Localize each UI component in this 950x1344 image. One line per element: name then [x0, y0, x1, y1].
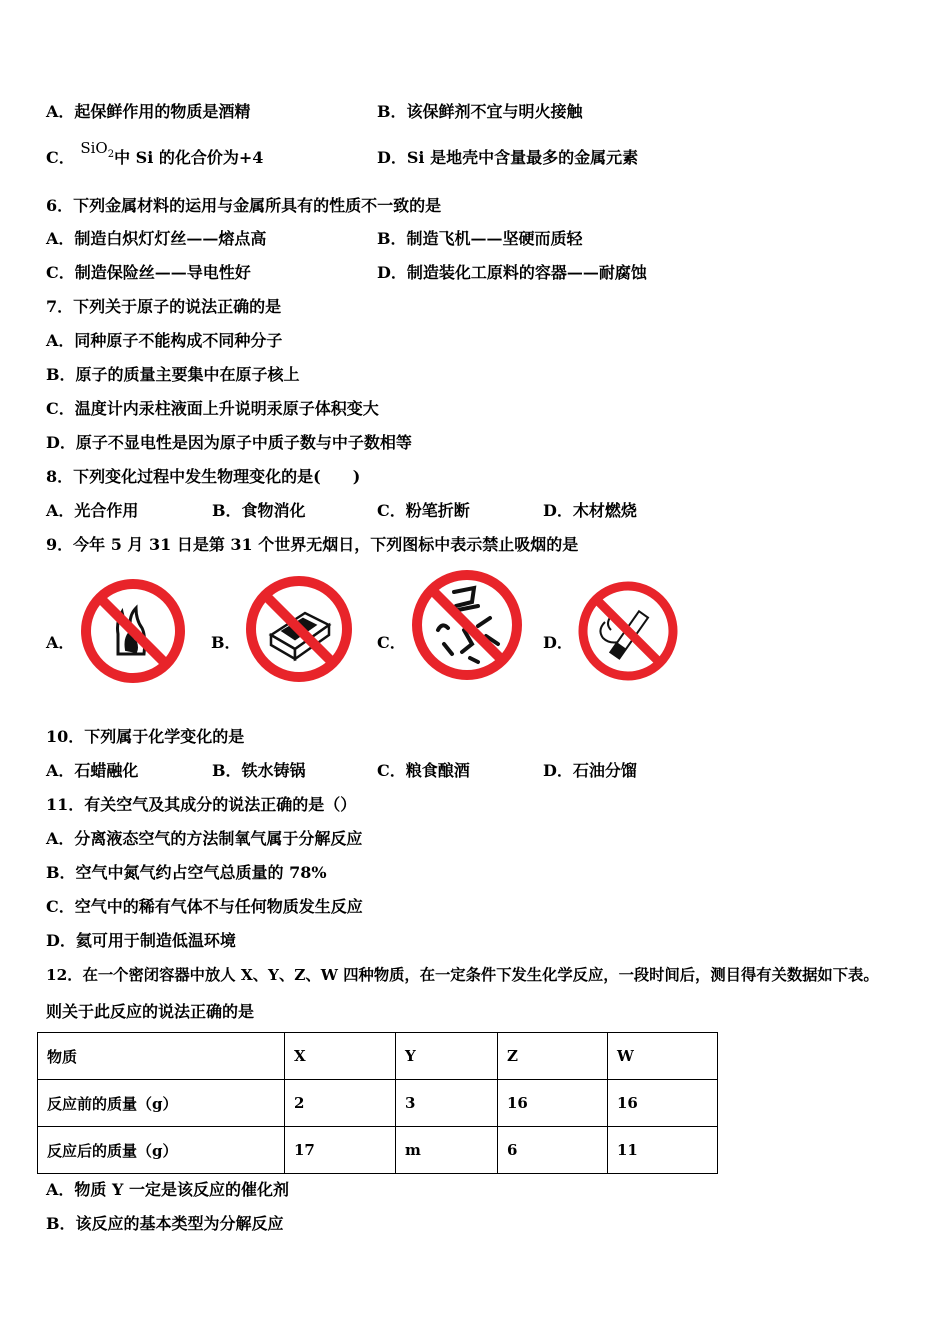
q8-stem: 8．下列变化过程中发生物理变化的是( ): [46, 467, 361, 486]
q10-option-b: B．铁水铸锅: [212, 761, 306, 780]
q11-option-b: B．空气中氮气约占空气总质量的 78%: [46, 863, 327, 882]
table-cell: 11: [608, 1127, 718, 1174]
q5-option-c-letter: C．: [46, 148, 75, 167]
table-cell: 反应后的质量（g）: [38, 1127, 285, 1174]
q8-option-c: C．粉笔折断: [377, 501, 470, 520]
table-cell: 3: [396, 1080, 498, 1127]
q6-option-d: D．制造装化工原料的容器——耐腐蚀: [377, 263, 647, 282]
table-cell: 16: [498, 1080, 608, 1127]
table-cell: 反应前的质量（g）: [38, 1080, 285, 1127]
q10-option-a: A．石蜡融化: [46, 761, 139, 780]
q8-option-d: D．木材燃烧: [543, 501, 637, 520]
q11-option-a: A．分离液态空气的方法制氧气属于分解反应: [46, 829, 363, 848]
table-header-cell: Z: [498, 1033, 608, 1080]
q5-option-a: A．起保鲜作用的物质是酒精: [46, 102, 251, 121]
table-header-row: [38, 1033, 718, 1080]
q11-option-d: D．氦可用于制造低温环境: [46, 931, 236, 950]
q12-data-table: [37, 1032, 718, 1174]
q7-stem: 7．下列关于原子的说法正确的是: [46, 297, 282, 316]
q9-label-a: A．: [46, 633, 75, 652]
table-cell: m: [396, 1127, 498, 1174]
q6-option-c: C．制造保险丝——导电性好: [46, 263, 251, 282]
table-row: [38, 1127, 718, 1174]
q8-option-b: B．食物消化: [212, 501, 306, 520]
q7-option-a: A．同种原子不能构成不同种分子: [46, 331, 283, 350]
table-header-cell: Y: [396, 1033, 498, 1080]
q5-option-d: D．Si 是地壳中含量最多的金属元素: [377, 148, 639, 167]
no-fire-sign-icon: [78, 576, 188, 686]
q5-option-c-text: 中 Si 的化合价为+4: [114, 148, 264, 167]
table-cell: 6: [498, 1127, 608, 1174]
q7-option-d: D．原子不显电性是因为原子中质子数与中子数相等: [46, 433, 412, 452]
q11-option-c: C．空气中的稀有气体不与任何物质发生反应: [46, 897, 363, 916]
table-row: [38, 1080, 718, 1127]
table-header-cell: 物质: [38, 1033, 285, 1080]
table-cell: 16: [608, 1080, 718, 1127]
q11-stem: 11．有关空气及其成分的说法正确的是（）: [46, 795, 357, 814]
q9-label-d: D．: [543, 633, 573, 652]
q7-option-b: B．原子的质量主要集中在原子核上: [46, 365, 300, 384]
q9-stem: 9．今年 5 月 31 日是第 31 个世界无烟日，下列图标中表示禁止吸烟的是: [46, 535, 579, 554]
q12-stem-line2: 则关于此反应的说法正确的是: [46, 1002, 255, 1021]
table-cell: 17: [285, 1127, 396, 1174]
sio2-formula-main: SiO: [80, 139, 108, 157]
q8-option-a: A．光合作用: [46, 501, 139, 520]
q6-stem: 6．下列金属材料的运用与金属所具有的性质不一致的是: [46, 196, 442, 215]
q9-label-b: B．: [211, 633, 241, 652]
q5-option-c: [46, 139, 264, 175]
q10-option-c: C．粮食酿酒: [377, 761, 470, 780]
q6-option-b: B．制造飞机——坚硬而质轻: [377, 229, 583, 248]
no-smoking-sign-icon: [575, 578, 681, 684]
table-header-cell: X: [285, 1033, 396, 1080]
q7-option-c: C．温度计内汞柱液面上升说明汞原子体积变大: [46, 399, 379, 418]
table-header-cell: W: [608, 1033, 718, 1080]
q6-option-a: A．制造白炽灯灯丝——熔点高: [46, 229, 267, 248]
no-matches-sign-icon: [243, 573, 355, 685]
q12-option-b: B．该反应的基本类型为分解反应: [46, 1214, 284, 1233]
q5-option-b: B．该保鲜剂不宜与明火接触: [377, 102, 583, 121]
q12-option-a: A．物质 Y 一定是该反应的催化剂: [46, 1180, 289, 1199]
table-cell: 2: [285, 1080, 396, 1127]
no-fireworks-sign-icon: [408, 566, 526, 684]
sio2-formula: [80, 139, 115, 160]
q10-stem: 10．下列属于化学变化的是: [46, 727, 245, 746]
q9-label-c: C．: [377, 633, 406, 652]
sio2-formula-subscript: 2: [107, 149, 115, 160]
q10-option-d: D．石油分馏: [543, 761, 637, 780]
q12-stem-line1: 12．在一个密闭容器中放人 X、Y、Z、W 四种物质，在一定条件下发生化学反应，一段时间后，测目得有关数据如下表。: [46, 966, 879, 984]
